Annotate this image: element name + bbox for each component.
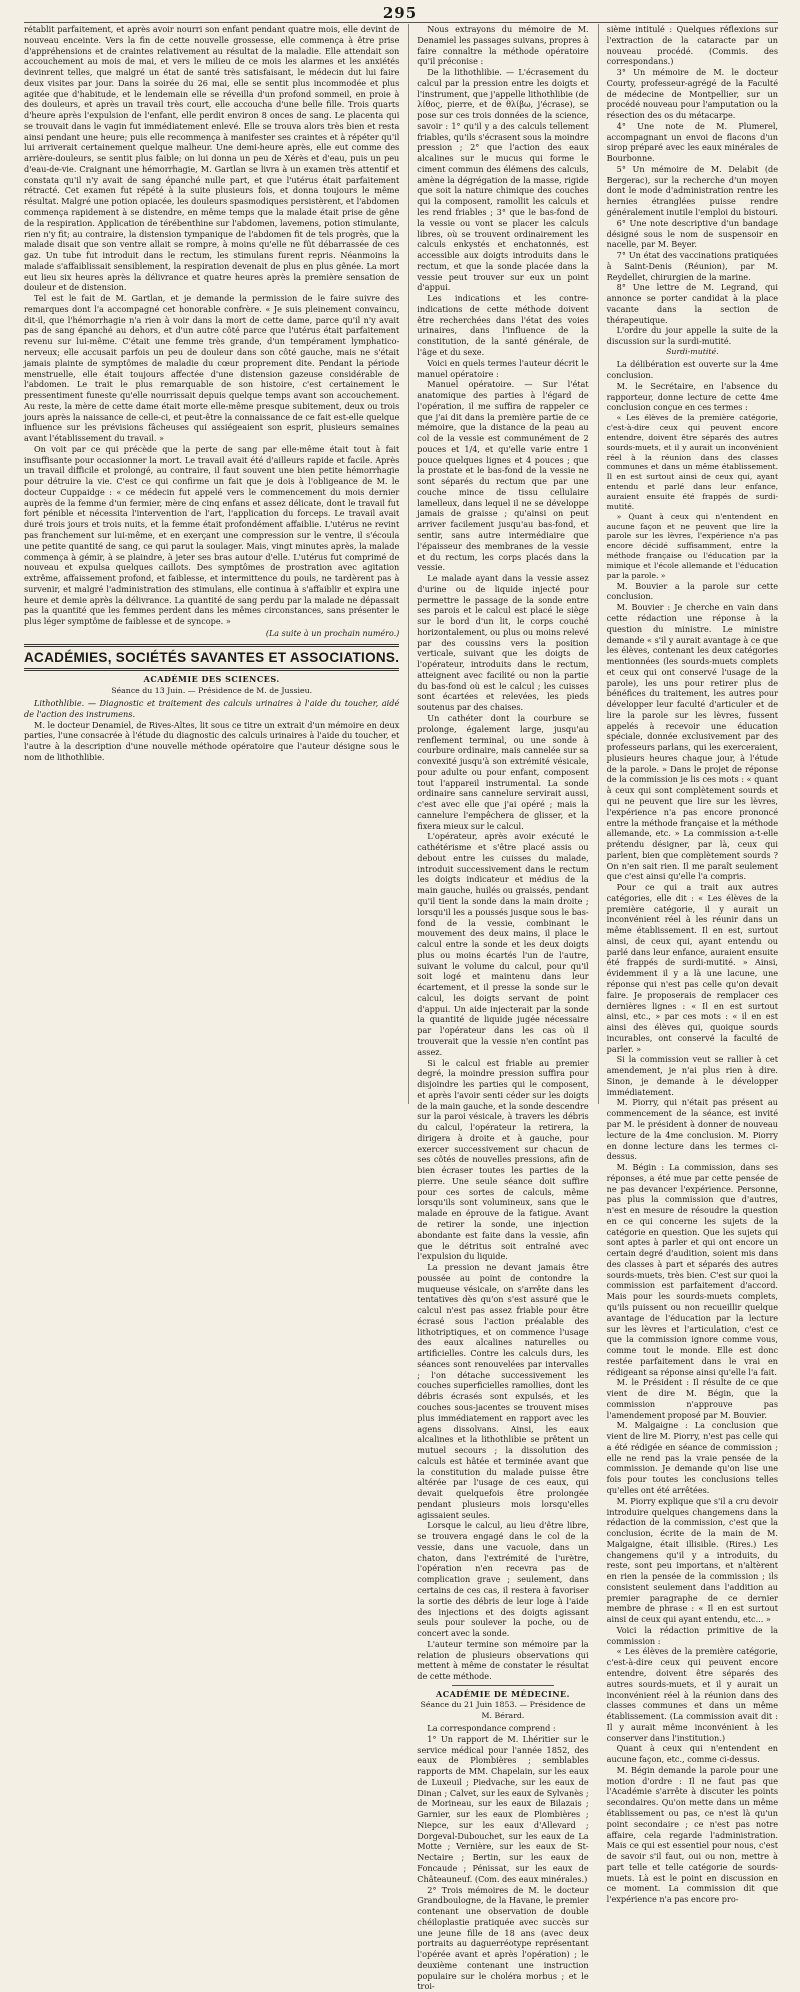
article-paragraph: rétablit parfaitement, et après avoir nourri son enfant pendant quatre mois, elle devint de nouveau enceinte. Vers la fin de cette nouvelle grossesse, elle commença à être prise d'appréhensions et de craintes relativement au résultat de la maladie. Elle attendait son accouchement au mois de mai, et vers le milieu de ce mois les alarmes et les anxiétés devinrent telles, que malgré un état de santé très satisfaisant, le médecin dut lui faire deux visites par jour. Dans la soirée du 26 mai, elle se sentit plus incommodée et plus agitée que d'habitude, et le lendemain elle se réveilla d'un profond sommeil, en proie à des douleurs, et après un travail très court, elle accoucha d'une belle fille. Trois quarts d'heure après l'expulsion de l'enfant, elle perdit environ 8 onces de sang. Le placenta qui se trouvait dans le vagin fut immédiatement enlevé. Elle se trouva alors très bien et resta ainsi pendant une heure; puis elle recommença à manifester ses craintes et à répéter qu'il lui arriverait certainement quelque malheur. Une demi-heure après, elle eut comme des arrière-douleurs, se sentit plus faible; on lui donna un peu de Xérès et d'eau, puis un peu d'eau-de-vie. Craignant une hémorrhagie, M. Gartlan se livra à un examen très attentif et constata qu'il n'y avait de sang épanché nulle part, et que l'utérus était parfaitement rétracté. Cet examen fut répété à la suite plusieurs fois, et donna toujours le même résultat. Malgré une potion opiacée, les douleurs spasmodiques persistèrent, et l'abdomen commença rapidement à se distendre, en même temps que la malade était prise de gêne de la respiration. Application de térébenthine sur l'abdomen, lavemens, potion stimulante, rien n'y fit; au contraire, la distension tympanique de l'abdomen fit de tels progrès, que la malade disait que son ventre allait se rompre, à moins qu'elle ne fût débarrassée de ces gaz. Un tube fut introduit dans le rectum, les stimulans furent repris. Néanmoins la malade s'affaiblissait sensiblement, la respiration devenait de plus en plus gênée. La mort eut lieu six heures après la délivrance et quatre heures après la première sensation de douleur et de distension.	[24, 24, 399, 293]
article-paragraph: Nous extrayons du mémoire de M. Denamiel les passages suivans, propres à faire connaître la méthode opératoire qu'il préconise :	[417, 24, 588, 67]
article-paragraph: De la lithothlibie. — L'écrasement du calcul par la pression entre les doigts et l'instrument, que j'appelle lithothlibie (de λίθος, pierre, et de θλίβω, j'écrase), se pose sur ces trois données de la science, savoir : 1° qu'il y a des calculs tellement friables, qu'ils s'écrasent sous la moindre pression ; 2° que l'action des eaux alcalines sur le mucus qui forme le ciment commun des élémens des calculs, amène la dégrégation de la masse, rigide que soit la nature chimique des couches qui la composent, ramollit les calculs et les rend friables ; 3° que le bas-fond de la vessie ou vont se placer les calculs libres, où se trouvent ordinairement les calculs enkystés et enchatonnés, est accessible aux doigts introduits dans le rectum, et que la sonde placée dans la vessie peut trouver sur eux un point d'appui.	[417, 67, 588, 293]
column-2	[408, 24, 588, 1104]
debate-paragraph: M. Piorry, qui n'était pas présent au commencement de la séance, est invité par M. le président à donner de nouveau lecture de la 4me conclusion. M. Piorry en donne lecture dans les termes ci-dessus.	[607, 1097, 778, 1162]
article-paragraph: Un cathéter dont la courbure se prolonge, également large, jusqu'au renflement terminal, ou une sonde à courbure ordinaire, mais cannelée sur sa convexité jusqu'à son extrémité vésicale, pour adulte ou pour enfant, composent tout l'appareil instrumental. La sonde ordinaire sans cannelure servirait aussi, c'est avec elle que j'ai opéré ; mais la cannelure l'empêchera de glisser, et la fixera mieux sur le calcul.	[417, 713, 588, 831]
debate-paragraph: M. Bégin demande la parole pour une motion d'ordre : Il ne faut pas que l'Académie s'arrête à discuter les points secondaires. Qu'on mette dans un même établissement ou pas, ce n'est là qu'un point secondaire ; ce n'est pas notre affaire, cela regarde l'administration. Mais ce qui est essentiel pour nous, c'est de savoir s'il faut, oui ou non, mettre à part telle et telle catégorie de sourds-muets. Là est le point en discussion en ce moment. La commission dit que l'expérience n'a pas encore pro-	[607, 1765, 778, 1905]
column-3	[598, 24, 778, 1104]
debate-paragraph: M. le Président : Il résulte de ce que vient de dire M. Bégin, que la commission n'approuve pas l'amendement proposé par M. Bouvier.	[607, 1377, 778, 1420]
surdi-mutite-title: Surdi-mutité.	[607, 347, 778, 357]
debate-paragraph: Pour ce qui a trait aux autres catégories, elle dit : « Les élèves de la première catégorie, il y aurait un inconvénient réel à les réunir dans un même établissement. Il en est, surtout ainsi, de ceux qui, ayant entendu ou parlé dans leur enfance, auraient ensuite été frappés de surdi-mutité. » Ainsi, évidemment il y a là une lacune, une réponse qui n'est pas celle qu'on devait faire. Je proposerais de remplacer ces dernières lignes : « Il en est surtout ainsi, etc., » par ces mots : « il en est ainsi des élèves qui, quoique sourds incurables, ont conservé la faculté de parler. »	[607, 882, 778, 1054]
column-1	[24, 24, 399, 1104]
debate-paragraph: « Les élèves de la première catégorie, c'est-à-dire ceux qui peuvent encore entendre, doivent être séparés des autres sourds-muets, et il y aurait un inconvénient réel à la réunion dans des classes communes et dans un même établissement. (La commission avait dit : Il y aurait même inconvénient à les conserver dans l'institution.)	[607, 1646, 778, 1743]
article-paragraph: M. le docteur Denamiel, de Rives-Altes, lit sous ce titre un extrait d'un mémoire en deux parties, l'une consacrée à l'étude du diagnostic des calculs urinaires à l'aide du toucher, et l'autre à la description d'une nouvelle méthode opératoire que l'auteur désigne sous le nom de lithothlibie.	[24, 720, 399, 763]
correspondence-item: 8° Une lettre de M. Legrand, qui annonce se porter candidat à la place vacante dans la section de thérapeutique.	[607, 282, 778, 325]
article-paragraph: Tel est le fait de M. Gartlan, et je demande la permission de le faire suivre des remarques dont l'a accompagné cet honorable confrère. « Je suis pleinement convaincu, dit-il, que l'hémorrhagie n'a rien à voir dans la mort de cette dame, parce qu'il n'y avait pas de sang épanché au dehors, et d'un autre côté parce que l'utérus était parfaitement revenu sur lui-même. C'était une femme très grande, d'un tempérament lymphatico-nerveux; elle accusait parfois un peu de douleur dans son côté gauche, mais ne s'était jamais plainte de symptômes de maladie du cœur proprement dite. Pendant la période menstruelle, elle était toujours affectée d'une distension gazeuse considérable de l'abdomen. Le trait le plus remarquable de son histoire, c'est certainement le pressentiment funeste qu'elle nourrissait depuis quelque temps avant son accouchement. Au reste, la mère de cette dame était morte elle-même presque subitement, deux ou trois jours après la naissance de celle-ci, et peut-être la connaissance de ce fait est-elle quelque influence sur les prévisions fâcheuses qui assiégeaient son esprit, plusieurs semaines avant l'établissement du travail. »	[24, 293, 399, 444]
correspondence-item: 3° Un mémoire de M. le docteur Courty, professeur-agrégé de la Faculté de médecine de Montpellier, sur un procédé nouveau pour l'amputation ou la résection des os du métacarpe.	[607, 67, 778, 121]
correspondence-item: sième intitulé : Quelques réflexions sur l'extraction de la cataracte par un nouveau procédé. (Commis. des correspondans.)	[607, 24, 778, 67]
debate-paragraph: M. Bouvier a la parole sur cette conclusion.	[607, 581, 778, 603]
article-paragraph: L'auteur termine son mémoire par la relation de plusieurs observations qui mettent à même de constater le résultat de cette méthode.	[417, 1639, 588, 1682]
correspondence-item: 4° Une note de M. Plumerel, accompagnant un envoi de flacons d'un sirop préparé avec les eaux minérales de Bourbonne.	[607, 121, 778, 164]
debate-paragraph: M. le Secrétaire, en l'absence du rapporteur, donne lecture de cette 4me conclusion conçue en ces termes :	[607, 381, 778, 413]
meeting-line: Séance du 21 Juin 1853. — Présidence de M. Bérard.	[417, 1700, 588, 1721]
debate-paragraph: Voici la rédaction primitive de la commission :	[607, 1625, 778, 1647]
article-paragraph: Le malade ayant dans la vessie assez d'urine ou de liquide injecté pour permettre le passage de la sonde entre ses parois et le calcul est placé le siège sur le bord d'un lit, le corps couché horizontalement, ou plus ou moins relevé par des coussins vers la position verticale, suivant que les doigts de l'opérateur, introduits dans le rectum, atteignent avec facilité ou non la partie du bas-fond où est le calcul ; les cuisses sont écartées et relevées, les pieds soutenus par des chaises.	[417, 573, 588, 713]
header-rule	[24, 22, 778, 23]
section-title: ACADÉMIES, SOCIÉTÉS SAVANTES ET ASSOCIATIONS.	[24, 644, 399, 671]
quoted-conclusion: » Quant à ceux qui n'entendent en aucune façon et ne peuvent que lire la parole sur les lèvres, l'expérience n'a pas encore décidé suffisamment, entre la méthode française ou l'éducation par la mimique et l'école allemande et l'éducation par la parole. »	[607, 512, 778, 581]
debate-paragraph: M. Bouvier : Je cherche en vain dans cette rédaction une réponse à la question du ministre. Le ministre demande « s'il y aurait avantage à ce que les élèves, contenant les deux catégories mentionnées (les sourds-muets complets et ceux qui ont conservé l'usage de la parole), les uns pour retirer plus de bénéfices du traitement, les autres pour développer leur faculté d'articuler et de lire la parole sur les lèvres, fussent appelés à recevoir une éducation spéciale, donnée exclusivement par des professeurs parlans, qui les exerceraient, plusieurs heures chaque jour, à l'étude de la parole. » Dans le projet de réponse de la commission je lis ces mots : « quant à ceux qui sont complètement sourds et qui ne peuvent que lire sur les lèvres, l'expérience n'a pas encore prononcé entre la méthode française et la méthode allemande, etc. » La commission a-t-elle prétendu désigner, par là, ceux qui parlent, bien que complètement sourds ? On n'en sait rien. Il me paraît seulement que c'est ainsi qu'elle l'a compris.	[607, 602, 778, 882]
correspondence-item: 6° Une note descriptive d'un bandage désigné sous le nom de suspensoir en nacelle, par M. Beyer.	[607, 218, 778, 250]
lithothlibie-heading: Lithothlibie. — Diagnostic et traitement des calculs urinaires à l'aide du toucher, aidé de l'action des instrumens.	[24, 698, 399, 720]
quoted-conclusion: « Les élèves de la première catégorie, c'est-à-dire ceux qui peuvent encore entendre, doivent être séparés des autres sourds-muets, et il y aurait un inconvénient réel à la réunion dans des classes communes et dans un même établissement. Il en est surtout ainsi de ceux qui, ayant entendu et parlé dans leur enfance, auraient ensuite été frappés de surdi-mutité.	[607, 413, 778, 512]
article-paragraph: On voit par ce qui précède que la perte de sang par elle-même était tout à fait insuffisante pour occasionner la mort. Le travail avait été d'ailleurs rapide et facile. Après un travail difficile et prolongé, au contraire, il faut souvent une bien petite hémorrhagie pour détruire la vie. C'est ce qui confirme un fait que je dois à l'obligeance de M. le docteur Cuppaidge : « ce médecin fut appelé vers le commencement du mois dernier auprès de la femme d'un fermier, mère de cinq enfans et assez délicate, dont le travail fut fort pénible et nécessita l'intervention de l'art, l'application du forceps. Le travail avait duré trois jours et trois nuits, et la femme était profondément affaiblie. L'utérus ne revint pas franchement sur lui-même, et en exerçant une compression sur le ventre, il s'écoula une petite quantité de sang, ce qui parut la soulager. Mais, vingt minutes après, la malade commença à gémir, à se plaindre, à jeter ses bras autour d'elle. L'utérus fut comprimé de nouveau et expulsa quelques caillots. Des symptômes de prostration avec agitation extrême, affaissement profond, et faiblesse, et intermittence du pouls, ne tardèrent pas à survenir, et malgré l'administration des stimulans, elle continua à s'affaiblir et expira une heure et demie après la délivrance. La quantité de sang perdu par la malade ne dépassait pas la quantité que les femmes perdent dans les mêmes circonstances, sans présenter le plus léger symptôme de faiblesse et de syncope. »	[24, 444, 399, 627]
correspondence-heading: La correspondance comprend :	[417, 1723, 588, 1734]
continued-note: (La suite à un prochain numéro.)	[24, 629, 399, 640]
article-paragraph: La pression ne devant jamais être poussée au point de contondre la muqueuse vésicale, on s'arrête dans les tentatives dès qu'on s'est assuré que le calcul n'est pas assez friable pour être écrasé sous l'action préalable des lithotriptiques, et on commence l'usage des eaux alcalines naturelles ou artificielles. Contre les calculs durs, les séances sont renouvelées par intervalles ; l'on détache successivement les couches superficielles ramollies, dont les débris écrasés sont expulsés, et les couches sous-jacentes se trouvent mises plus immédiatement en rapport avec les agens dissolvans. Ainsi, les eaux alcalines et la lithothlibie se prêtent un mutuel secours ; la dissolution des calculs est hâtée et terminée avant que la constitution du malade puisse être altérée par l'usage de ces eaux, qui devait quelquefois être prolongée pendant plusieurs mois lorsqu'elles agissaient seules.	[417, 1262, 588, 1520]
debate-paragraph: M. Malgaigne : La conclusion que vient de lire M. Piorry, n'est pas celle qui a été rédigée en séance de commission ; elle ne rend pas la vraie pensée de la commission. Je demande qu'on lise une fois pour toutes les conclusions telles qu'elles ont été arrêtées.	[607, 1420, 778, 1495]
correspondence-item: 1° Un rapport de M. Lhéritier sur le service médical pour l'année 1852, des eaux de Plombières ; semblables rapports de MM. Chapelain, sur les eaux de Luxeuil ; Piedvache, sur les eaux de Dinan ; Calvet, sur les eaux de Sylvanès ; de Morineau, sur les eaux de Bilazais ; Garnier, sur les eaux de Plombières ; Niepce, sur les eaux d'Allevard ; Dorgeval-Dubouchet, sur les eaux de La Motte ; Vernière, sur les eaux de St-Nectaire ; Bertin, sur les eaux de Foncaude ; Pénissat, sur les eaux de Châteauneuf. (Com. des eaux minérales.)	[417, 1734, 588, 1885]
article-paragraph: Manuel opératoire. — Sur l'état anatomique des parties à l'égard de l'opération, il me suffira de rappeler ce que j'ai dit dans la première partie de ce mémoire, que la distance de la peau au col de la vessie est communément de 2 pouces et 1/4, et qu'elle varie entre 1 pouce quelques lignes et 4 pouces ; que la prostate et le bas-fond de la vessie ne sont séparés du rectum que par une couche mince de tissu cellulaire lamelleux, dans lequel il ne se développe jamais de graisse ; qu'ainsi on peut arriver facilement jusqu'au bas-fond, et sentir, sans autre intermédiaire que l'épaisseur des membranes de la vessie et du rectum, les corps placés dans la vessie.	[417, 379, 588, 573]
debate-paragraph: M. Piorry explique que s'il a cru devoir introduire quelques changemens dans la rédaction de la commission, c'est que la conclusion, écrite de la main de M. Malgaigne, était illisible. (Rires.) Les changemens qu'il y a introduits, du reste, sont peu importans, et n'altèrent en rien la pensée de la commission ; ils consistent seulement dans l'addition au premier paragraphe de ce dernier membre de phrase : « Il en est surtout ainsi de ceux qui ayant entendu, etc... »	[607, 1496, 778, 1625]
page-number: 295	[0, 4, 800, 22]
article-paragraph: Lorsque le calcul, au lieu d'être libre, se trouvera engagé dans le col de la vessie, dans une vacuole, dans un chaton, dans l'extrémité de l'urètre, l'opération n'en recevra pas de complication grave ; seulement, dans certains de ces cas, il restera à favoriser la sortie des débris de leur loge à l'aide des injections et des doigts agissant seuls pour soulever la poche, ou de concert avec la sonde.	[417, 1520, 588, 1638]
ornament-divider	[417, 1685, 588, 1686]
academy-sciences-title: ACADÉMIE DES SCIENCES.	[24, 674, 399, 685]
article-paragraph: L'opérateur, après avoir exécuté le cathétérisme et s'être placé assis ou debout entre les cuisses du malade, introduit successivement dans le rectum les doigts indicateur et médius de la main gauche, huilés ou graissés, pendant qu'il tient la sonde dans la main droite ; lorsqu'il les a poussés jusque sous le bas-fond de la vessie, combinant le mouvement des deux mains, il place le calcul entre la sonde et les deux doigts plus ou moins écartés l'un de l'autre, suivant le volume du calcul, pour qu'il soit logé et maintenu dans leur écartement, et il presse la sonde sur le calcul, les doigts servant de point d'appui. Un aide injecterait par la sonde la quantité de liquide jugée nécessaire par l'opérateur dans les cas où il trouverait que la vessie n'en contînt pas assez.	[417, 831, 588, 1057]
meeting-line: Séance du 13 Juin. — Présidence de M. de Jussieu.	[24, 686, 399, 696]
correspondence-item: 2° Trois mémoires de M. le docteur Grandboulogne, de la Havane, le premier contenant une observation de double chéiloplastie pratiquée avec succès sur une jeune fille de 18 ans (avec deux portraits au daguerréotype représentant l'opérée avant et après l'opération) ; le deuxième contenant une instruction populaire sur le choléra morbus ; et le troi-	[417, 1885, 588, 1992]
debate-paragraph: La délibération est ouverte sur la 4me conclusion.	[607, 359, 778, 381]
academy-medicine-title: ACADÉMIE DE MÉDECINE.	[417, 1689, 588, 1700]
article-paragraph: Si le calcul est friable au premier degré, la moindre pression suffira pour disjoindre les parties qui le composent, et après l'avoir senti céder sur les doigts de la main gauche, et la sonde descendre sur la paroi vésicale, à travers les débris du calcul, l'opérateur la retirera, la dirigera à droite et à gauche, pour exercer successivement sur chacun de ses côtés de nouvelles pressions, afin de bien écraser toutes les parties de la pierre. Une seule séance doit suffire pour ces sortes de calculs, même lorsqu'ils sont volumineux, sans que le malade en éprouve de la fatigue. Avant de retirer la sonde, une injection abondante est faite dans la vessie, afin que le détritus soit entraîné avec l'expulsion du liquide.	[417, 1058, 588, 1263]
correspondence-item: 7° Un état des vaccinations pratiquées à Saint-Denis (Réunion), par M. Reydellet, chirurgien de la marine.	[607, 250, 778, 282]
debate-paragraph: M. Bégin : La commission, dans ses réponses, a été mue par cette pensée de ne pas devancer l'expérience. Personne, pas plus la commission que d'autres, n'est en mesure de résoudre la question en ce qui concerne les sujets de la catégorie en question. Que les sujets qui sont aptes à parler et qui ont encore un certain degré d'audition, soient mis dans des classes à part et séparés des autres sourds-muets, très bien. C'est sur quoi la commission est parfaitement d'accord. Mais pour les sourds-muets complets, qu'ils puissent ou non recueillir quelque avantage de l'éducation par la lecture sur les lèvres et l'articulation, c'est ce que la commission ignore comme vous, comme tout le monde. Elle est donc restée parfaitement dans le vrai en rédigeant sa réponse ainsi qu'elle l'a fait.	[607, 1162, 778, 1377]
agenda-line: L'ordre du jour appelle la suite de la discussion sur la surdi-mutité.	[607, 325, 778, 347]
article-paragraph: Les indications et les contre-indications de cette méthode doivent être recherchées dans l'état des voies urinaires, dans l'influence de la constitution, de la santé générale, de l'âge et du sexe.	[417, 293, 588, 358]
debate-paragraph: Si la commission veut se rallier à cet amendement, je n'ai plus rien à dire. Sinon, je demande à le développer immédiatement.	[607, 1054, 778, 1097]
correspondence-item: 5° Un mémoire de M. Delabit (de Bergerac), sur la recherche d'un moyen dont le mode d'administration rentre les hernies étranglées puisse rendre généralement inutile l'emploi du bistouri.	[607, 164, 778, 218]
article-paragraph: Voici en quels termes l'auteur décrit le manuel opératoire :	[417, 358, 588, 380]
columns	[24, 24, 778, 1104]
debate-paragraph: Quant à ceux qui n'entendent en aucune façon, etc., comme ci-dessus.	[607, 1743, 778, 1765]
